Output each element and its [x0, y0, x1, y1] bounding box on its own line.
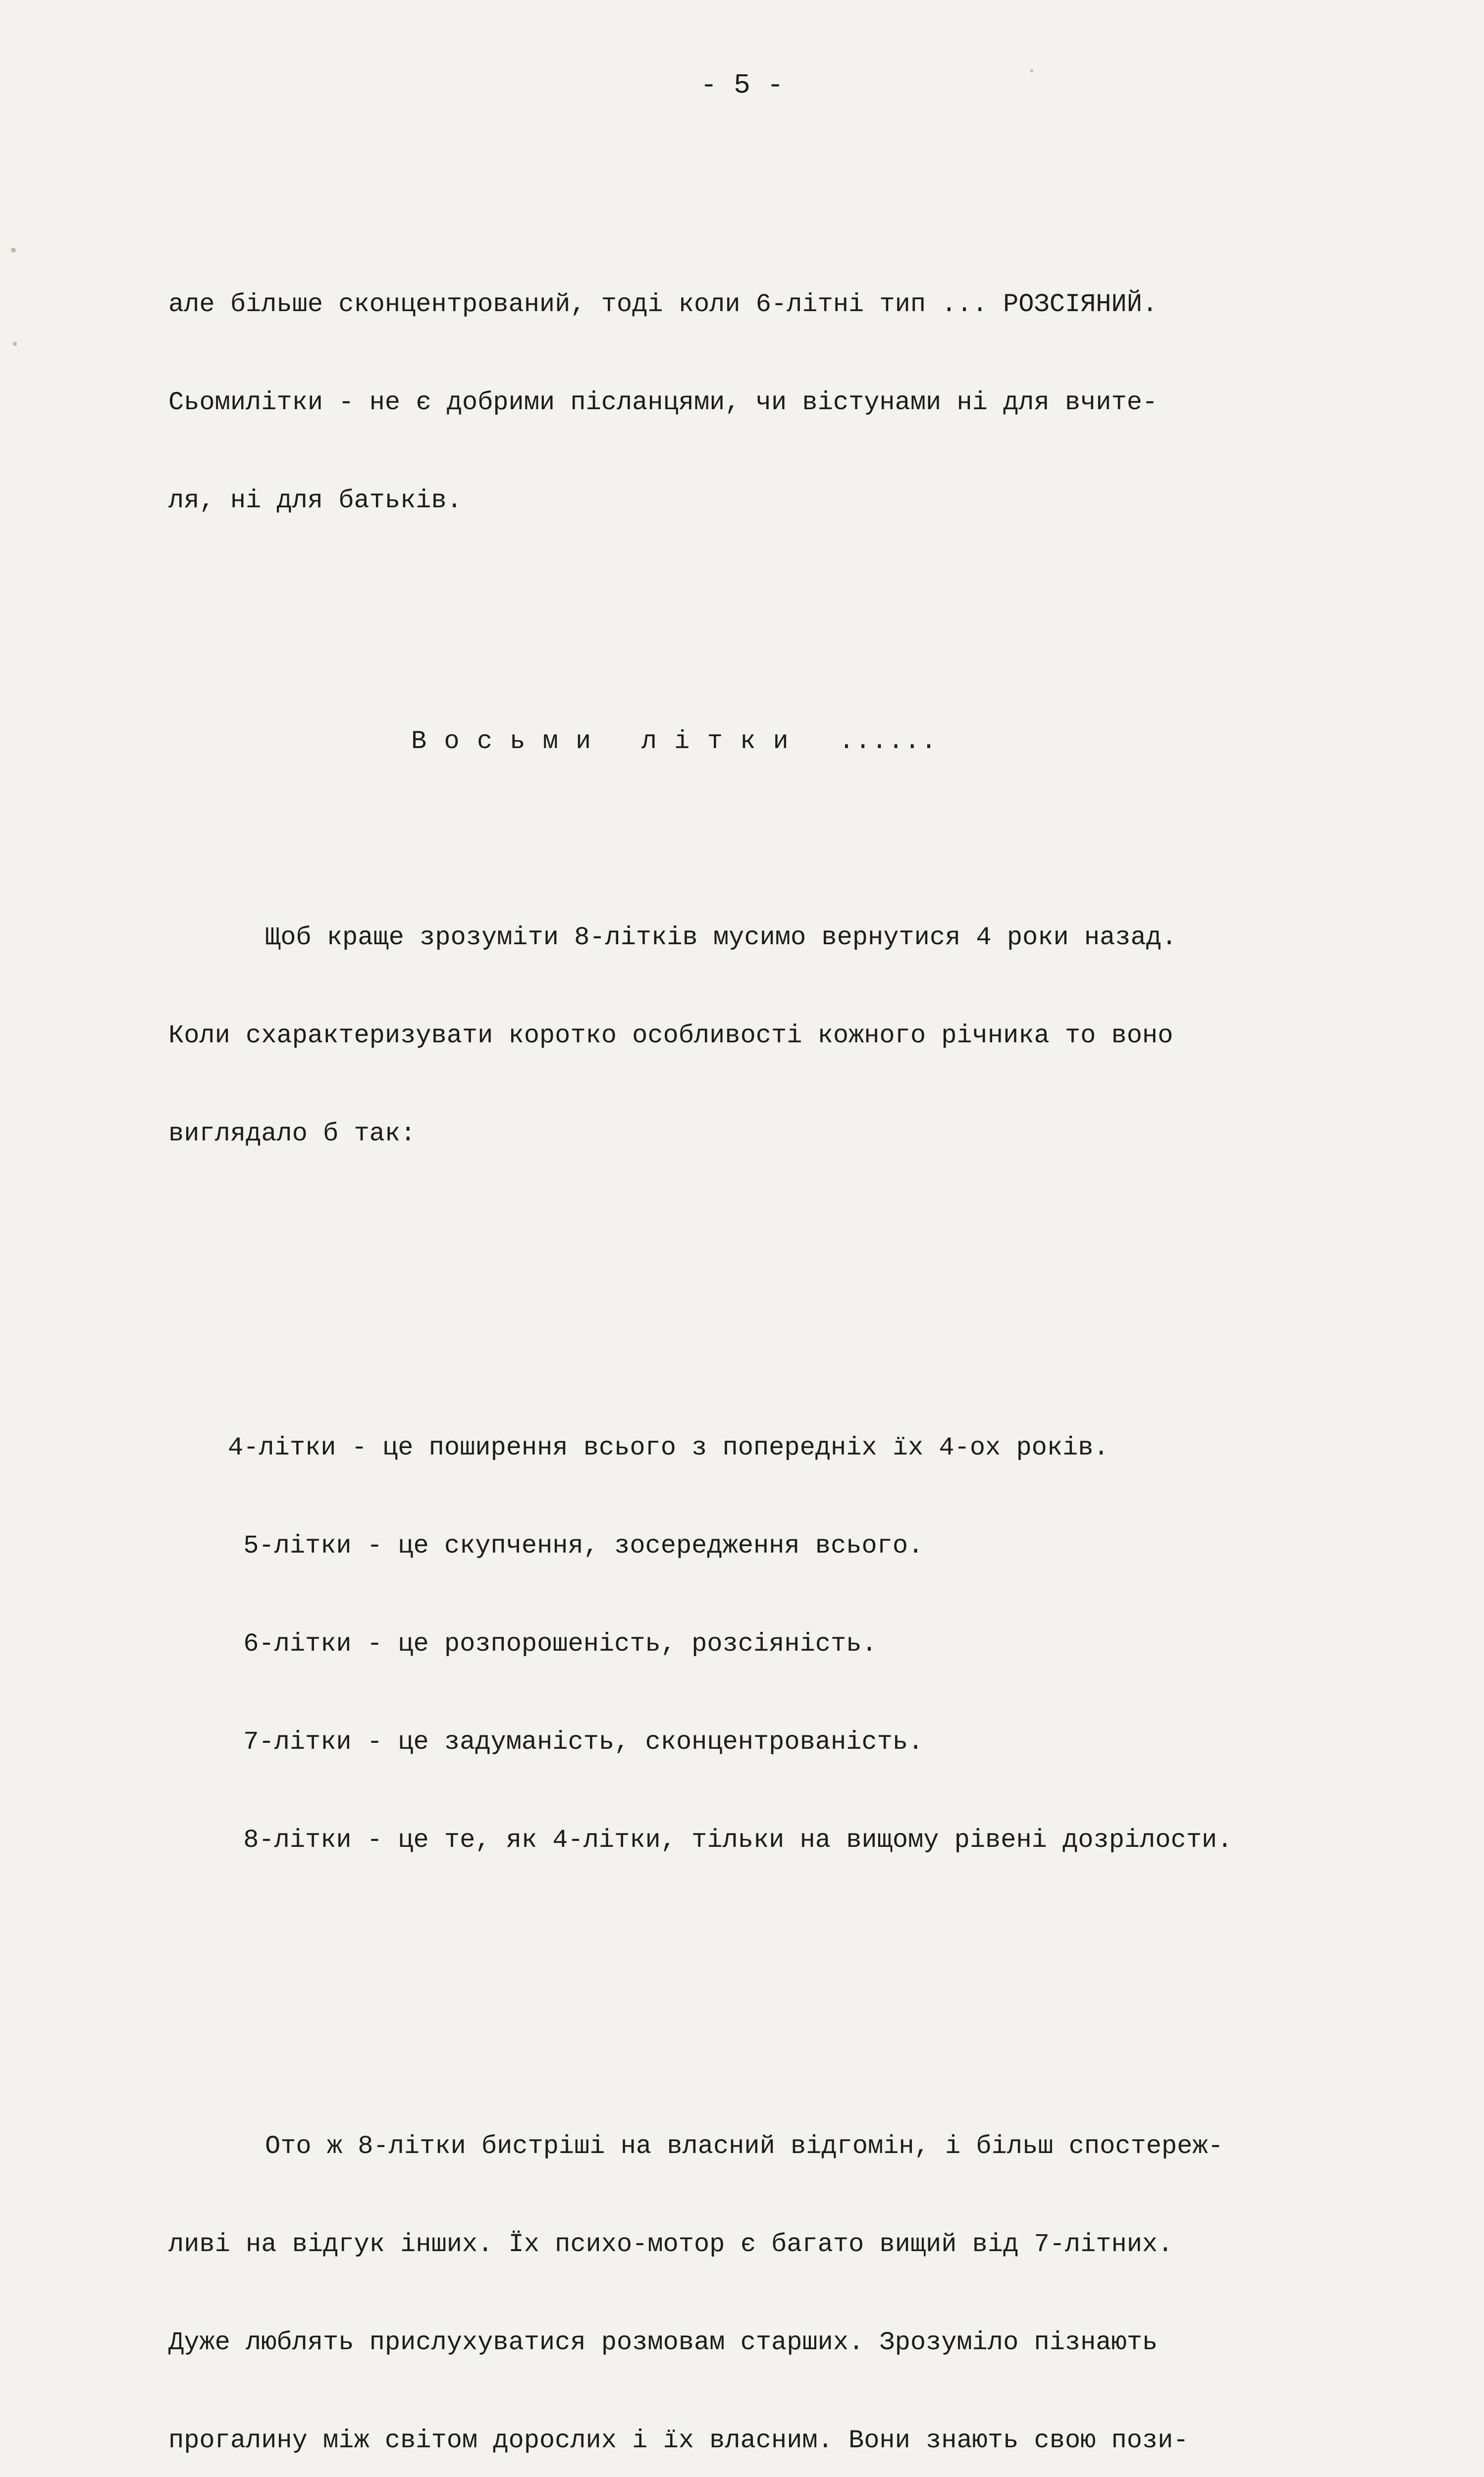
list-item: 6-літки - це розпорошеність, розсіяність.: [228, 1629, 877, 1659]
list-item: 7-літки - це задуманість, сконцентрованість.: [228, 1727, 924, 1757]
paragraph-1: [168, 856, 1417, 1216]
article-body: [168, 158, 1417, 2477]
list-item: 5-літки - це скупчення, зосередження всього.: [228, 1531, 924, 1561]
section-heading: В о с ь м и л і т к и ......: [411, 727, 938, 756]
text-line: виглядало б так:: [168, 1119, 416, 1148]
paragraph-2: [168, 2065, 1417, 2477]
list-item: 4-літки - це поширення всього з попередніх їх 4-ох років.: [228, 1433, 1109, 1462]
text-line: але більше сконцентрований, тоді коли 6-літні тип ... РОЗСІЯНИЙ.: [168, 290, 1158, 319]
text-line: прогалину між світом дорослих і їх власним. Вони знають свою пози-: [168, 2426, 1189, 2455]
intro-paragraph: [168, 223, 1417, 583]
text-line: Коли схарактеризувати коротко особливості кожного річника то воно: [168, 1021, 1173, 1050]
text-line: ля, ні для батьків.: [168, 486, 462, 515]
scan-speck: [1030, 69, 1033, 72]
page-number: - 5 -: [700, 69, 784, 101]
text-line: Щоб краще зрозуміти 8-літків мусимо вернутися 4 роки назад.: [265, 923, 1177, 952]
scan-speck: [13, 342, 17, 346]
text-line: Дуже люблять прислухуватися розмовам старших. Зрозуміло пізнають: [168, 2328, 1158, 2357]
text-line: Ото ж 8-літки бистріші на власний відгомін, і більш спостереж-: [265, 2132, 1223, 2161]
text-line: ливі на відгук інших. Їх психо-мотор є багато вищий від 7-літних.: [168, 2230, 1173, 2259]
scan-speck: [11, 248, 16, 253]
list-item: 8-літки - це те, як 4-літки, тільки на вищому рівені дозрілости.: [228, 1826, 1233, 1855]
age-list: [168, 1366, 1417, 1922]
text-line: Сьомилітки - не є добрими післанцями, чи вістунами ні для вчите-: [168, 388, 1158, 417]
